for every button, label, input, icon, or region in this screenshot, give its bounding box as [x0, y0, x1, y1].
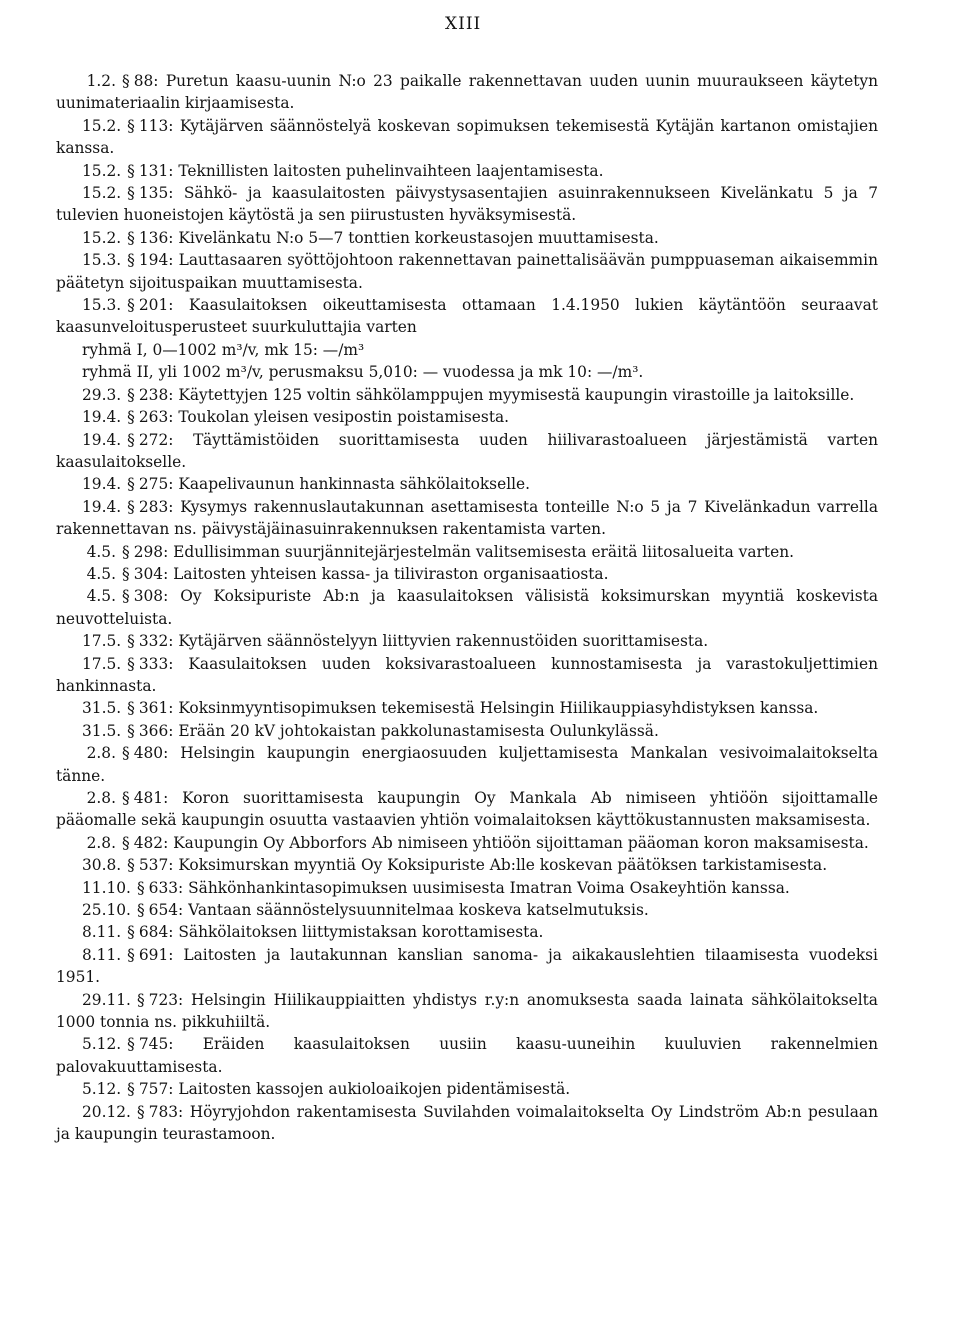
entry-text: Kytäjärven säännöstelyyn liittyvien rakennustöiden suorittamisesta. — [178, 632, 709, 651]
entry-date: 15.3. — [82, 251, 122, 270]
entry-number: 333: — [138, 654, 174, 673]
section-sign-icon: § — [136, 878, 145, 897]
section-sign-icon: § — [127, 632, 135, 651]
entry-number: 757: — [138, 1080, 174, 1099]
entry-date: 17.5. — [82, 654, 122, 673]
entry-date: 19.4. — [82, 430, 122, 449]
list-item — [56, 832, 878, 854]
entry-text: Koksinmyyntisopimuksen tekemisestä Helsingin Hiilikauppiasyhdistyksen kanssa. — [178, 699, 819, 718]
entry-date: 19.4. — [82, 475, 122, 494]
section-sign-icon: § — [127, 475, 135, 494]
list-item — [56, 854, 878, 876]
entry-number: 238: — [138, 385, 174, 404]
entry-number: 113: — [138, 116, 174, 135]
section-sign-icon: § — [127, 699, 135, 718]
entry-date: 4.5. — [86, 564, 116, 583]
entry-number: 482: — [133, 833, 169, 852]
section-sign-icon: § — [136, 1102, 145, 1121]
entry-date: 15.2. — [82, 184, 122, 203]
entry-text: Lauttasaaren syöttöjohtoon rakennettavan painettalisäävän pumppuaseman aikaisemmin päätetyn sijoituspaikan muuttamisesta. — [56, 251, 878, 292]
entry-date: 2.8. — [86, 789, 116, 807]
list-item — [56, 1033, 878, 1078]
list-item — [56, 697, 878, 719]
entry-number: 308: — [133, 587, 169, 606]
entry-date: 31.5. — [82, 699, 122, 718]
entry-text: Kytäjärven säännöstelyä koskevan sopimuksen tekemisestä Kytäjän kartanon omistajien kanssa. — [56, 116, 878, 158]
entry-date: 1.2. — [86, 72, 116, 90]
entry-number: 361: — [138, 699, 174, 718]
entry-text: Täyttämistöiden suorittamisesta uuden hiilivarastoalueen järjestämistä varten kaasulaitokselle. — [56, 430, 878, 471]
entry-number: 263: — [138, 408, 174, 427]
entry-text: Käytettyjen 125 voltin sähkölamppujen myymisestä kaupungin virastoille ja laitoksille. — [178, 385, 855, 404]
section-sign-icon: § — [122, 542, 130, 561]
section-sign-icon: § — [136, 990, 145, 1009]
entry-text: Toukolan yleisen vesipostin poistamisesta. — [178, 408, 510, 427]
entry-date: 5.12. — [82, 1080, 122, 1099]
section-sign-icon: § — [127, 1035, 135, 1054]
entry-text: Kaasulaitoksen oikeuttamisesta ottamaan 1.4.1950 lukien käytäntöön seuraavat kaasunveloitusperusteet suurkuluttajia varten — [56, 296, 878, 337]
section-sign-icon: § — [127, 1080, 135, 1099]
list-item — [56, 921, 878, 943]
tariff-line: ryhmä I, 0—1002 m³/v, mk 15: —/m³ — [82, 340, 365, 359]
entry-text: Helsingin Hiilikauppiaitten yhdistys r.y:n anomuksesta saada lainata sähkölaitokselta 1000 tonnia ns. pikkuhiiltä. — [56, 990, 878, 1032]
list-item — [56, 541, 878, 563]
list-item — [56, 473, 878, 495]
entry-text: Kivelänkatu N:o 5—7 tonttien korkeustasojen muuttamisesta. — [178, 228, 659, 247]
list-item — [56, 160, 878, 182]
entry-text: Vantaan säännöstelysuunnitelmaa koskeva katselmutuksis. — [188, 901, 649, 920]
list-item — [56, 742, 878, 787]
list-item — [56, 585, 878, 630]
entry-number: 135: — [138, 184, 174, 203]
entry-text: Oy Koksipuriste Ab:n ja kaasulaitoksen välisistä koksimurskan myyntiä koskevista neuvotteluista. — [56, 587, 878, 628]
entry-number: 304: — [133, 564, 169, 583]
entry-date: 8.11. — [82, 923, 122, 942]
entry-date: 17.5. — [82, 632, 122, 651]
list-item — [56, 294, 878, 339]
entry-number: 283: — [138, 497, 174, 516]
section-sign-icon: § — [122, 833, 130, 852]
section-sign-icon: § — [122, 587, 130, 606]
entry-list — [56, 70, 878, 1146]
list-item — [56, 720, 878, 742]
entry-date: 5.12. — [82, 1035, 122, 1054]
section-sign-icon: § — [127, 385, 135, 404]
entry-number: 366: — [138, 721, 174, 740]
section-sign-icon: § — [127, 184, 135, 203]
section-sign-icon: § — [127, 654, 135, 673]
entry-number: 88: — [133, 72, 159, 90]
entry-number: 654: — [148, 901, 184, 920]
list-item — [56, 877, 878, 899]
entry-text: Puretun kaasu-uunin N:o 23 paikalle rakennettavan uuden uunin muuraukseen käytetyn uunimateriaalin kirjaamisesta. — [56, 72, 878, 113]
entry-number: 684: — [138, 923, 174, 942]
entry-date: 15.2. — [82, 228, 122, 247]
section-sign-icon: § — [122, 744, 130, 763]
section-sign-icon: § — [127, 945, 135, 964]
entry-number: 131: — [138, 161, 174, 180]
entry-date: 8.11. — [82, 945, 122, 964]
entry-date: 2.8. — [86, 833, 116, 852]
section-sign-icon: § — [127, 430, 135, 449]
entry-text: Koron suorittamisesta kaupungin Oy Mankala Ab nimiseen yhtiöön sijoittamalle pääomalle sekä kaupungin osuutta vastaavien yhtiön voimalaitoksen käyttökustannusten maksamisesta. — [56, 789, 878, 830]
entry-number: 194: — [138, 251, 174, 270]
entry-date: 15.2. — [82, 161, 122, 180]
list-item — [56, 1101, 878, 1146]
entry-date: 4.5. — [86, 542, 116, 561]
entry-text: Kysymys rakennuslautakunnan asettamisesta tonteille N:o 5 ja 7 Kivelänkadun varrella rakennettavan ns. päivystäjäinasuinrakennuksen rakentamista varten. — [56, 497, 878, 539]
list-item — [56, 496, 878, 541]
entry-text: Sähkölaitoksen liittymistaksan korottamisesta. — [178, 923, 544, 942]
section-sign-icon: § — [127, 251, 135, 270]
section-sign-icon: § — [122, 72, 130, 90]
entry-date: 15.2. — [82, 116, 122, 135]
list-item — [56, 70, 878, 115]
list-item — [56, 899, 878, 921]
entry-number: 481: — [133, 789, 169, 807]
entry-text: Kaapelivaunun hankinnasta sähkölaitokselle. — [178, 475, 531, 494]
entry-text: Kaasulaitoksen uuden koksivarastoalueen kunnostamisesta ja varastokuljettimien hankinnasta. — [56, 654, 878, 695]
list-item — [56, 406, 878, 428]
entry-number: 723: — [148, 990, 184, 1009]
list-item — [56, 429, 878, 474]
list-item — [56, 182, 878, 227]
list-item — [56, 989, 878, 1034]
entry-date: 29.11. — [82, 990, 131, 1009]
section-sign-icon: § — [127, 923, 135, 942]
entry-date: 11.10. — [82, 878, 131, 897]
section-sign-icon: § — [127, 856, 135, 875]
page-number: XIII — [445, 14, 482, 34]
entry-text: Höyryjohdon rakentamisesta Suvilahden voimalaitokselta Oy Lindström Ab:n pesulaan ja kaupungin teurastamoon. — [56, 1102, 878, 1144]
tariff-line: ryhmä II, yli 1002 m³/v, perusmaksu 5,010: — vuodessa ja mk 10: —/m³. — [82, 363, 644, 382]
section-sign-icon: § — [122, 789, 130, 807]
entry-date: 15.3. — [82, 296, 122, 315]
section-sign-icon: § — [127, 228, 135, 247]
entry-number: 136: — [138, 228, 174, 247]
section-sign-icon: § — [136, 901, 145, 920]
entry-date: 31.5. — [82, 721, 122, 740]
entry-text: Teknillisten laitosten puhelinvaihteen laajentamisesta. — [178, 161, 604, 180]
list-item — [56, 227, 878, 249]
section-sign-icon: § — [127, 408, 135, 427]
entry-text: Edullisimman suurjännitejärjestelmän valitsemisesta eräitä liitosalueita varten. — [173, 542, 794, 561]
entry-date: 29.3. — [82, 385, 122, 404]
section-sign-icon: § — [127, 497, 135, 516]
entry-number: 633: — [148, 878, 184, 897]
entry-text: Sähkö- ja kaasulaitosten päivystysasentajien asuinrakennukseen Kivelänkatu 5 ja 7 tulevien huoneistojen käytöstä ja sen piirustusten hyväksymisestä. — [56, 184, 878, 225]
section-sign-icon: § — [127, 296, 135, 315]
entry-number: 332: — [138, 632, 174, 651]
entry-number: 783: — [148, 1102, 184, 1121]
entry-number: 537: — [138, 856, 174, 875]
entry-text: Sähkönhankintasopimuksen uusimisesta Imatran Voima Osakeyhtiön kanssa. — [188, 878, 790, 897]
section-sign-icon: § — [122, 564, 130, 583]
entry-date: 30.8. — [82, 856, 122, 875]
list-item — [56, 653, 878, 698]
entry-text: Erään 20 kV johtokaistan pakkolunastamisesta Oulunkylässä. — [178, 721, 659, 740]
list-item — [56, 563, 878, 585]
list-item — [56, 787, 878, 832]
list-item — [56, 384, 878, 406]
entry-number: 272: — [138, 430, 174, 449]
entry-text: Laitosten kassojen aukioloaikojen pidentämisestä. — [178, 1080, 571, 1099]
entry-date: 2.8. — [86, 744, 116, 763]
entry-number: 275: — [138, 475, 174, 494]
entry-text: Koksimurskan myyntiä Oy Koksipuriste Ab:lle koskevan päätöksen tarkistamisesta. — [178, 856, 828, 875]
list-item — [56, 249, 878, 294]
entry-date: 4.5. — [86, 587, 116, 606]
entry-number: 201: — [138, 296, 174, 315]
entry-number: 298: — [133, 542, 169, 561]
list-item — [56, 115, 878, 160]
entry-text: Helsingin kaupungin energiaosuuden kuljettamisesta Mankalan vesivoimalaitokselta tänne. — [56, 744, 878, 785]
list-item — [56, 630, 878, 652]
entry-number: 480: — [133, 744, 169, 763]
entry-date: 25.10. — [82, 901, 131, 920]
list-item — [56, 1078, 878, 1100]
entry-text: Laitosten yhteisen kassa- ja tiliviraston organisaatiosta. — [173, 564, 609, 583]
entry-text: Eräiden kaasulaitoksen uusiin kaasu-uuneihin kuuluvien rakennelmien palovakuuttamisesta. — [56, 1035, 878, 1076]
entry-text: Kaupungin Oy Abborfors Ab nimiseen yhtiöön sijoittaman pääoman koron maksamisesta. — [173, 833, 869, 852]
entry-date: 19.4. — [82, 408, 122, 427]
entry-text: Laitosten ja lautakunnan kanslian sanoma- ja aikakauslehtien tilaamisesta vuodeksi 1951. — [56, 945, 878, 987]
entry-number: 745: — [138, 1035, 174, 1054]
section-sign-icon: § — [127, 721, 135, 740]
entry-date: 19.4. — [82, 497, 122, 516]
section-sign-icon: § — [127, 116, 135, 135]
entry-number: 691: — [138, 945, 174, 964]
list-item — [56, 944, 878, 989]
section-sign-icon: § — [127, 161, 135, 180]
entry-date: 20.12. — [82, 1102, 131, 1121]
